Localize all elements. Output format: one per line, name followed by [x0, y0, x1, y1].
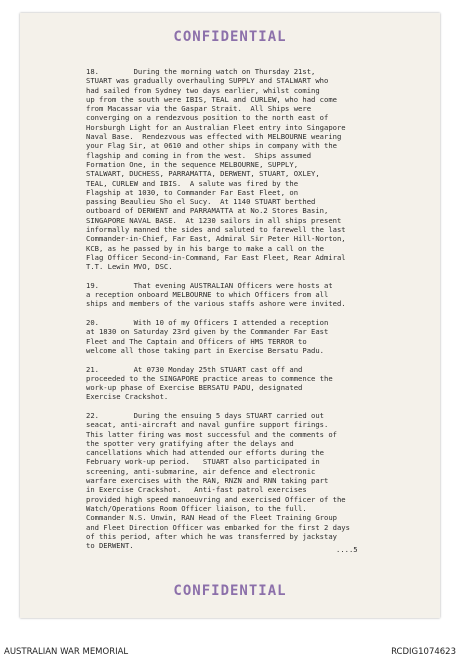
text-line: at 1830 on Saturday 23rd given by the Commander Far East [86, 327, 329, 337]
text-line: warfare exercises with the RAN, RNZN and RNN taking part [86, 476, 329, 486]
text-line: Formation One, in the sequence MELBOURNE, SUPPLY, [86, 159, 299, 169]
text-line: Flagship at 1030, to Commander Far East Fleet, on [86, 187, 299, 197]
paragraph [86, 67, 426, 272]
text-line: informally manned the sides and saluted to farewell the last [86, 225, 346, 235]
text-line: of this period, after which he was transferred by jackstay [86, 531, 337, 541]
continuation-marker: ....5 [336, 545, 358, 554]
text-line: Exercise Crackshot. [86, 392, 169, 402]
text-line: seacat, anti-aircraft and naval gunfire support firings. [86, 420, 329, 430]
text-line: Fleet and The Captain and Officers of HMS TERROR to [86, 336, 307, 346]
text-line: 20. With 10 of my Officers I attended a reception [86, 318, 329, 328]
text-line: KCB, as he passed by in his barge to make a call on the [86, 243, 324, 253]
text-line: the spotter very gratifying after the delays and [86, 438, 294, 448]
text-line: February work-up period. STUART also participated in [86, 457, 320, 467]
text-line: provided high speed manoeuvring and exercised Officer of the [86, 494, 346, 504]
text-line: up from the south were IBIS, TEAL and CURLEW, who had come [86, 94, 337, 104]
text-line: from Macassar via the Gaspar Strait. All Ships were [86, 104, 312, 114]
text-line: screening, anti-submarine, air defence and electronic [86, 466, 316, 476]
text-line: Commander N.S. Unwin, RAN Head of the Fleet Training Group [86, 513, 337, 523]
text-line: T.T. Lewin MVO, DSC. [86, 262, 173, 272]
text-line: STALWART, DUCHESS, PARRAMATTA, DERWENT, STUART, OXLEY, [86, 169, 320, 179]
text-line: Naval Base. Rendezvous was effected with MELBOURNE wearing [86, 132, 342, 142]
text-line: ships and members of the various staffs ashore were invited. [86, 299, 346, 309]
paragraph [86, 411, 426, 550]
text-line: a reception onboard MELBOURNE to which Officers from all [86, 290, 329, 300]
text-line: converging on a rendezvous position to the north east of [86, 113, 329, 123]
text-line: TEAL, CURLEW and IBIS. A salute was fired by the [86, 178, 299, 188]
text-line: Horsburgh Light for an Australian Fleet entry into Singapore [86, 122, 346, 132]
footer-reference-id: RCDIG1074623 [391, 647, 456, 657]
text-line: SINGAPORE NAVAL BASE. At 1230 sailors in all ships present [86, 215, 342, 225]
text-line: flagship and coming in from the west. Ships assumed [86, 150, 312, 160]
text-line: cancellations which had attended our efforts during the [86, 448, 324, 458]
text-line: and Fleet Direction Officer was embarked for the first 2 days [86, 522, 350, 532]
confidential-stamp-bottom: CONFIDENTIAL [173, 583, 287, 599]
text-line: 19. That evening AUSTRALIAN Officers were hosts at [86, 280, 333, 290]
text-line: had sailed from Sydney two days earlier, whilst coming [86, 85, 320, 95]
paragraph [86, 281, 426, 309]
text-line: Watch/Operations Room Officer liaison, to the full. [86, 503, 307, 513]
text-line: 21. At 0730 Monday 25th STUART cast off and [86, 364, 303, 374]
footer-source: AUSTRALIAN WAR MEMORIAL [4, 647, 129, 657]
text-line: 22. During the ensuing 5 days STUART carried out [86, 410, 324, 420]
text-line: in Exercise Crackshot. Anti-fast patrol exercises [86, 485, 307, 495]
text-line: This latter firing was most successful and the comments of [86, 429, 337, 439]
text-line: passing Beaulieu Sho el Sucy. At 1140 STUART berthed [86, 197, 316, 207]
text-line: outboard of DERWENT and PARRAMATTA at No.2 Stores Basin, [86, 206, 329, 216]
document-page [20, 13, 440, 618]
text-line: proceeded to the SINGAPORE practice areas to commence the [86, 373, 333, 383]
document-body [86, 67, 426, 560]
confidential-stamp-top: CONFIDENTIAL [173, 29, 287, 45]
text-line: STUART was gradually overhauling SUPPLY and STALWART who [86, 76, 329, 86]
text-line: work-up phase of Exercise BERSATU PADU, designated [86, 383, 303, 393]
text-line: 18. During the morning watch on Thursday 21st, [86, 67, 316, 76]
text-line: welcome all those taking part in Exercise Bersatu Padu. [86, 345, 324, 355]
text-line: your Flag Sir, at 0610 and other ships in company with the [86, 141, 337, 151]
paragraph [86, 365, 426, 402]
text-line: Flag Officer Second-in-Command, Far East Fleet, Rear Admiral [86, 252, 346, 262]
text-line: to DERWENT. [86, 541, 134, 551]
text-line: Commander-in-Chief, Far East, Admiral Sir Peter Hill-Norton, [86, 234, 346, 244]
paragraph [86, 318, 426, 355]
